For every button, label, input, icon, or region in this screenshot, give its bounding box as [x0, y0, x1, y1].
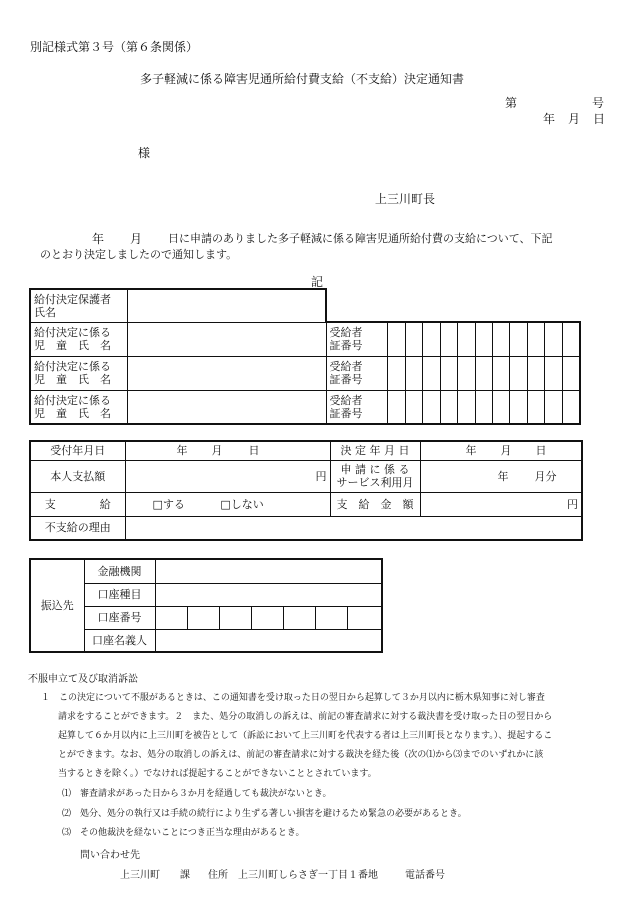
bank-value — [155, 559, 382, 583]
form-number: 別記様式第３号（第６条関係） — [30, 40, 199, 54]
reason-value — [125, 516, 582, 540]
contact-address: 住所 上三川町しらさぎ一丁目１番地 — [208, 870, 378, 881]
received-date-value: 年 月 日 — [125, 441, 330, 460]
issue-date-year: 年 — [543, 112, 556, 126]
doc-number-suffix: 号 — [592, 96, 605, 110]
bank-label: 金融機関 — [84, 559, 155, 583]
account-name-label: 口座名義人 — [84, 629, 155, 652]
appeal-item-1: ⑴ 審査請求があった日から３か月を経過しても裁決がないとき。 — [62, 789, 332, 799]
payment-yes-checkbox[interactable]: □する — [152, 497, 185, 511]
child-name-value-3 — [128, 390, 326, 424]
payment-options — [125, 492, 330, 516]
contact-phone: 電話番号 — [405, 870, 445, 881]
intro-month: 月 — [130, 232, 143, 246]
account-number-label: 口座番号 — [84, 606, 155, 629]
payment-label: 支 給 — [30, 492, 125, 516]
child-name-label-3: 給付決定に係る 児 童 氏 名 — [30, 390, 128, 424]
guardian-children-table — [29, 288, 581, 425]
appeal-line-3: 起算して６か月以内に上三川町を被告として（訴訟において上三川町を代表する者は上三川町長となります。）、提起するこ — [58, 731, 553, 741]
doc-number-prefix: 第 — [505, 96, 518, 110]
self-pay-label: 本人支払額 — [30, 460, 125, 492]
appeal-line-4: とができます。なお、処分の取消しの訴えは、前記の審査請求に対する裁決を経た後（次の⑴から⑶までのいずれかに該 — [58, 750, 544, 760]
guardian-name-value — [128, 289, 326, 322]
service-month-label: 申 請 に 係 る サービス利用月 — [330, 460, 420, 492]
account-name-value — [155, 629, 382, 652]
child-name-label-1: 給付決定に係る 児 童 氏 名 — [30, 322, 128, 356]
service-month-value: 年 月分 — [420, 460, 582, 492]
issue-date-month: 月 — [568, 112, 581, 126]
child-name-label-2: 給付決定に係る 児 童 氏 名 — [30, 356, 128, 390]
decision-date-value: 年 月 日 — [420, 441, 582, 460]
decision-date-label: 決 定 年 月 日 — [330, 441, 420, 460]
transfer-label: 振込先 — [30, 559, 84, 652]
guardian-name-label: 給付決定保護者 氏名 — [30, 289, 128, 322]
contact-heading: 問い合わせ先 — [80, 850, 140, 861]
intro-line-2: のとおり決定しましたので通知します。 — [40, 248, 238, 261]
transfer-table — [29, 558, 383, 653]
addressee-suffix: 様 — [138, 146, 151, 160]
appeal-line-1: １ この決定について不服があるときは、この通知書を受け取った日の翌日から起算して３か月以内に栃木県知事に対し審査 — [41, 693, 545, 703]
child-name-value-1 — [128, 322, 326, 356]
issue-date-day: 日 — [593, 112, 606, 126]
child-name-value-2 — [128, 356, 326, 390]
payment-amount-value: 円 — [420, 492, 582, 516]
cert-number-label-2: 受給者 証番号 — [326, 356, 388, 390]
document-title: 多子軽減に係る障害児通所給付費支給（不支給）決定通知書 — [140, 72, 465, 86]
intro-line-1: 日に申請のありました多子軽減に係る障害児通所給付費の支給について、下記 — [168, 232, 553, 245]
reason-label: 不支給の理由 — [30, 516, 125, 540]
cert-number-label-1: 受給者 証番号 — [326, 322, 388, 356]
cert-number-label-3: 受給者 証番号 — [326, 390, 388, 424]
appeal-item-3: ⑶ その他裁決を経ないことにつき正当な理由があるとき。 — [62, 828, 305, 838]
appeal-line-5: 当するときを除く。）でなければ提起することができないこととされています。 — [58, 769, 377, 779]
payment-no-checkbox[interactable]: □しない — [220, 497, 264, 511]
account-type-label: 口座種目 — [84, 583, 155, 606]
appeal-heading: 不服申立て及び取消訴訟 — [28, 674, 138, 685]
payment-amount-label: 支 給 金 額 — [330, 492, 420, 516]
ki-marker: 記 — [311, 275, 324, 289]
intro-year: 年 — [92, 232, 105, 246]
issuer-name: 上三川町長 — [375, 192, 436, 206]
appeal-line-2: 請求をすることができます。２ また、処分の取消しの訴えは、前記の審査請求に対する裁決書を受け取った日の翌日から — [58, 712, 553, 722]
appeal-item-2: ⑵ 処分、処分の執行又は手続の続行により生ずる著しい損害を避けるため緊急の必要があるとき。 — [62, 809, 467, 819]
contact-org: 上三川町 課 — [120, 870, 190, 881]
received-date-label: 受付年月日 — [30, 441, 125, 460]
self-pay-value: 円 — [125, 460, 330, 492]
account-type-value — [155, 583, 382, 606]
decision-table — [29, 440, 583, 541]
